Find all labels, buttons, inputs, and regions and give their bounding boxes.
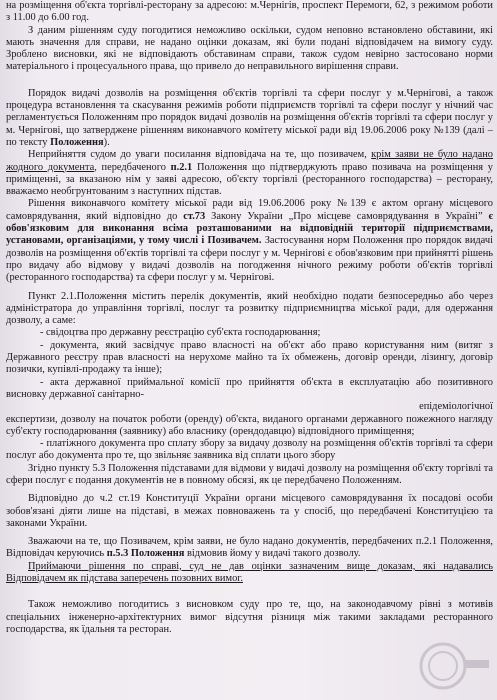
court-underlined-1: Приймаючи	[28, 560, 82, 572]
list-item-payment: - платіжного документа про сплату збору за видачу дозволу на розміщення об'єктів торгівлі та сфери послуг або документа про те, що звільняє заявника від сплати цього збору	[6, 438, 493, 462]
list-item-commission-act	[6, 377, 493, 438]
decision-article: ст.73	[183, 210, 206, 222]
paragraph-refusal	[6, 536, 493, 561]
paragraph-objection: З даним рішенням суду погодитися неможливо оскільки, судом неповно встановлено обставини, які мають значення для справи, не надано оцінки доказам, які були подані відповідачем на вимогу суду. Зроблено висновки, які не відповідають обставинам справи, також судом невірно застосовано норми матеріального і процесуального права, що привело до неправильного вирішення справи.	[6, 24, 493, 73]
procedure-text: Порядок видачі дозволів на розміщення об'єктів торгівлі та сфери послуг у м.Чернігові, а також процедура встановлення та скасування режимів роботи підприємств торгівлі та сфери послуг у нічний час регламентується Положенням про порядок видачі дозволів на розміщення об'єктів торгівлі та сфери послуг у м. Чернігові, що затверджене рішенням виконавчого комітету міської ради від 19.06.2006 року №139 (далі – по тексту	[6, 87, 493, 148]
clause53-text: Згідно пункту 5.3 Положення підставами для відмови у видачі дозволу на розміщення об'єкту торгівлі та сфери послуг є подання документів не в повному обсязі, як це передбачено	[6, 462, 493, 486]
court-underlined-2: рішення по справі, суд не дав оцінки зазначеним вище доказам, які надавались	[81, 560, 493, 572]
commission-text-3: експертизи, дозволу на початок роботи (оренду) об'єкта, виданого органами державного пожежного нагляду суб'єкту господарювання (заявнику) або власнику (орендодавцю) відповідного приміщення;	[6, 413, 493, 437]
decision-text-1: Рішення виконавчого комітету міської ради від 19.06.2006 року №139 є актом органу місцевого самоврядування, який відповідно до	[6, 198, 493, 222]
decision-bold: є обов'язковим для виконання всіма розташованими на відповідній території підприємствами, установами, організаціями, у тому числі і Позивачем.	[6, 210, 493, 247]
paragraph-clause-5-3	[6, 463, 493, 488]
nonacc-text-1: Неприйняття судом до уваги посилання відповідача на те, що позивачем,	[28, 149, 372, 161]
commission-text-2: епідеміологічної	[419, 401, 493, 413]
paragraph-conclusion: Також неможливо погодитись з висновком суду про те, що, на законодавчому рівні з мотивів спеціальних інженерно-архітектурних вимог відсутня різниця між такими закладами ресторанного господарства, як їдальня та ресторан.	[6, 599, 493, 635]
clause53-end: Положенням.	[342, 474, 402, 486]
document-body	[6, 0, 493, 636]
nonacc-underlined: крім заяви не було надано жодного документа	[6, 149, 493, 173]
refusal-bold: п.5.3 Положення	[106, 548, 185, 560]
nonacc-clause: п.2.1	[170, 161, 193, 173]
list-item-registration: - свідоцтва про державну реєстрацію суб'єкта господарювання;	[40, 327, 321, 339]
decision-text-2: Закону України „Про місцеве самоврядування в Україні”	[205, 210, 489, 222]
court-underlined-3: Відповідачем як підстава заперечень позовних вимог.	[6, 573, 243, 585]
commission-text-1: - акта державної приймальної комісії про прийняття об'єкта в експлуатацію або позитивного висновку державної санітарно-	[6, 376, 493, 400]
paragraph-procedure	[6, 88, 493, 149]
nonacc-text-2: , передбаченого	[94, 161, 171, 173]
paragraph-court-evaluation	[6, 561, 493, 586]
paragraph-constitution: Відповідно до ч.2 ст.19 Конституції України органи місцевого самоврядування їх посадові особи зобов'язані діяти лише на підставі, в межах повноважень та у спосіб, що передбачені Конституцією та законами України.	[6, 493, 493, 529]
paragraph-decision	[6, 198, 493, 284]
term-polozhennya: Положення	[50, 136, 104, 148]
paragraph-non-acceptance	[6, 149, 493, 198]
nonacc-text-3: Положення що підтверджують право позивача на розміщення у приміщенні, за вказаною нім у заяві адресою, об'єкту торгівлі (ресторанного господарства) – ресторану, вважаємо необгрунтованим з наступних підстав.	[6, 161, 493, 198]
paragraph-clause-2-1: Пункт 2.1.Положення містить перелік документів, який необхідно подати безпосередньо або через адміністратора до управління торгівлі, послуг та розвитку підприємництва міської ради, для одержання дозволу, а саме:	[6, 290, 493, 327]
decision-text-3: Застосування норм Положення про порядок видачі дозволів на розміщення об'єктів торгівлі та сфери послуг у м. Чернігові є обов'язковим при прийнятті рішень про видачу або відмову у видачі дозволів на погодження нічного режиму роботи об'єктів торгівлі (ресторанного господарства) та сфери послуг у м. Чернігові.	[6, 235, 493, 284]
procedure-end: ).	[103, 136, 110, 148]
paragraph-intro: на розміщення об'єкта торгівлі-ресторану за адресою: м.Чернігів, проспект Перемоги, 62, з режимом роботи з 11.00 до 6.00 год.	[6, 0, 493, 24]
refusal-text-2: відмовив йому у видачі такого дозволу.	[184, 548, 361, 560]
refusal-text-1: Зважаючи на те, що Позивачем, крім заяви, не було надано документів, передбачених п.2.1 Положення, Відповідач керуючись	[6, 536, 493, 560]
seal-watermark-icon	[413, 636, 491, 692]
list-item-ownership: - документа, який засвідчує право власності на об'єкт або право користування ним (витяг з Державного реєстру прав власності на нерухоме майно та їх обмежень, договір оренди, лізингу, договір позички, купівлі-продажу та інше);	[6, 339, 493, 376]
